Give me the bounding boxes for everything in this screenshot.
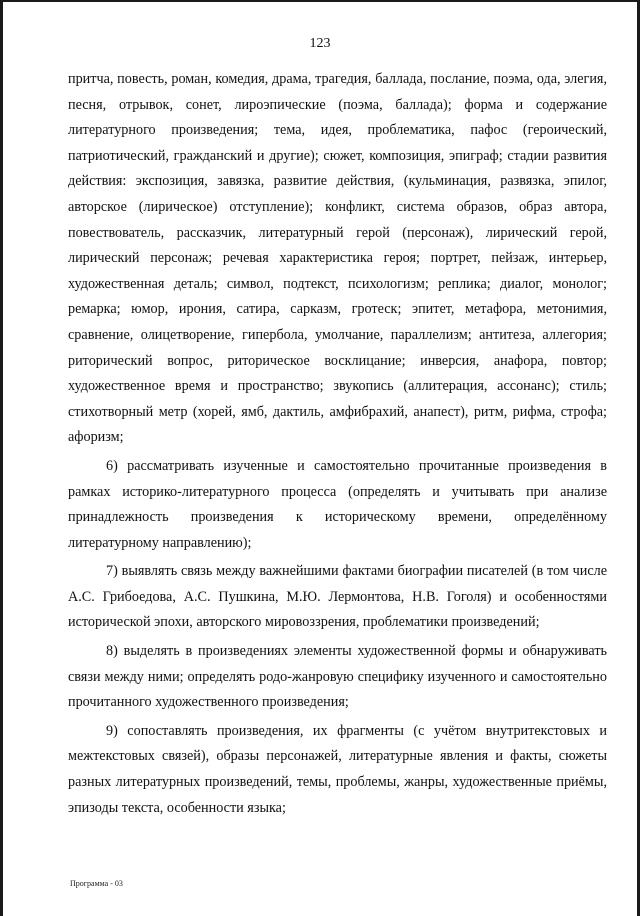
paragraph-item-6: 6) рассматривать изученные и самостоятельно прочитанные произведения в рамках историко-литературного процесса (определять и учитывать при анализе принадлежность произведения к историческому времени, определённому литературному направлению); [68, 457, 607, 551]
paragraph-item-8: 8) выделять в произведениях элементы художественной формы и обнаруживать связи между ними; определять родо-жанровую специфику изученного и самостоятельно прочитанного художественного произведения; [68, 643, 607, 711]
scan-border-top [0, 0, 640, 2]
page-number: 123 [309, 36, 331, 51]
footer-program-label: Программа - 03 [70, 879, 123, 888]
paragraph-terms-continuation: притча, повесть, роман, комедия, драма, трагедия, баллада, послание, поэма, ода, элегия, песня, отрывок, сонет, лироэпические (поэма, баллада); форма и содержание литературного произведения; тема, идея, проблематика, пафос (героический, патриотический, гражданский и другие); сюжет, композиция, эпиграф; стадии развития действия: экспозиция, завязка, развитие действия, (кульминация, развязка, эпилог, авторское (лирическое) отступление); конфликт, система образов, образ автора, повествователь, рассказчик, литературный герой (персонаж), лирический герой, лирический персонаж; речевая характеристика героя; портрет, пейзаж, интерьер, художественная деталь; символ, подтекст, психологизм; реплика; диалог, монолог; ремарка; юмор, ирония, сатира, сарказм, гротеск; эпитет, метафора, метонимия, сравнение, олицетворение, гипербола, умолчание, параллелизм; антитеза, аллегория; риторический вопрос, риторическое восклицание; инверсия, анафора, повтор; художественное время и пространство; звукопись (аллитерация, ассонанс); стиль; стихотворный метр (хорей, ямб, дактиль, амфибрахий, анапест), ритм, рифма, строфа; афоризм; [68, 71, 607, 446]
paragraph-item-9: 9) сопоставлять произведения, их фрагменты (с учётом внутритекстовых и межтекстовых связей), образы персонажей, литературные явления и факты, сюжеты разных литературных произведений, темы, проблемы, жанры, художественные приёмы, эпизоды текста, особенности языка; [68, 722, 607, 816]
scan-border-left [0, 0, 3, 916]
paragraph-item-7: 7) выявлять связь между важнейшими фактами биографии писателей (в том числе А.С. Грибоедова, А.С. Пушкина, М.Ю. Лермонтова, Н.В. Гоголя) и особенностями исторической эпохи, авторского мировоззрения, проблематики произведений; [68, 563, 607, 631]
body-text [68, 67, 607, 821]
